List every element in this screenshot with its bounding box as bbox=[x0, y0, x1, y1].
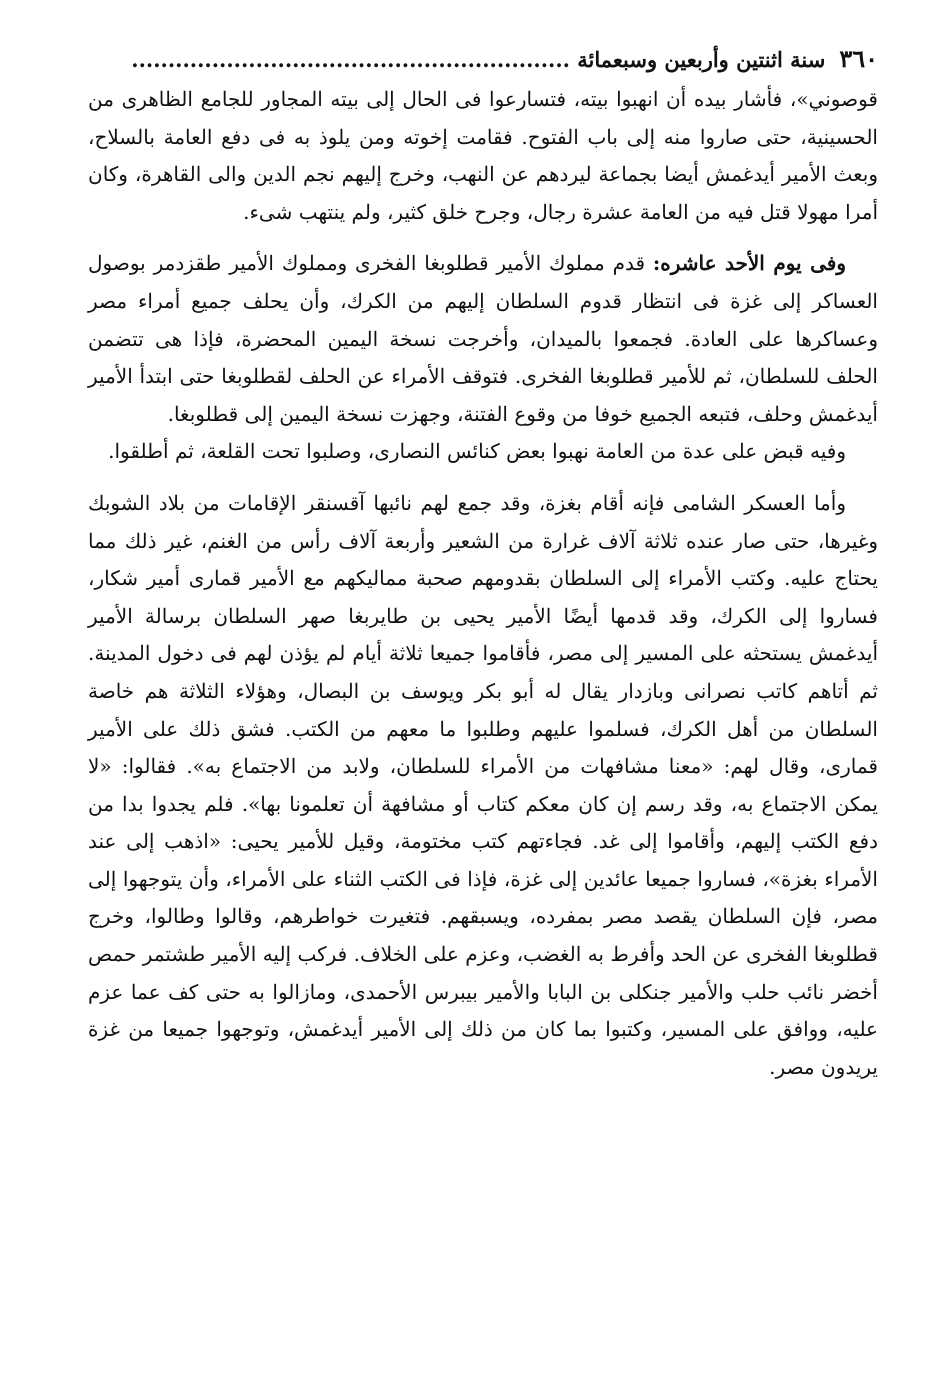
page-header bbox=[88, 42, 878, 81]
running-title: سنة اثنتين وأربعين وسبعمائة ............................................................ bbox=[131, 47, 826, 72]
paragraph-2-lead: وفى يوم الأحد عاشره: bbox=[652, 251, 846, 276]
book-page bbox=[88, 42, 878, 1086]
paragraph-4 bbox=[88, 485, 878, 1087]
paragraph-2 bbox=[88, 245, 878, 433]
paragraph-2-text: قدم مملوك الأمير قطلوبغا الفخرى ومملوك الأمير طقزدمر بوصول العساكر إلى غزة فى انتظار قدوم السلطان إليهم من الكرك، وأن يحلف جميع أمراء مصر وعساكرها على العادة. فجمعوا بالميدان، وأخرجت نسخة اليمين المحضرة، فإذا هى تتضمن الحلف للسلطان، ثم للأمير قطلوبغا الفخرى. فتوقف الأمراء عن الحلف لقطلوبغا حتى ابتدأ الأمير أيدغمش وحلف، فتبعه الجميع خوفا من وقوع الفتنة، وجهزت نسخة اليمين إلى قطلوبغا. bbox=[88, 251, 878, 426]
paragraph-1-text: قوصوني»، فأشار بيده أن انهبوا بيته، فتسارعوا فى الحال إلى بيته المجاور للجامع الظاهرى من الحسينية، حتى صاروا منه إلى باب الفتوح. فقامت إخوته ومن يلوذ به فى دفع العامة بالسلاح، وبعث الأمير أيدغمش أيضا بجماعة ليردهم عن النهب، وخرج إليهم نجم الدين والى القاهرة، وكان أمرا مهولا قتل فيه من العامة عشرة رجال، وجرح خلق كثير، ولم ينتهب شىء. bbox=[88, 87, 878, 224]
paragraph-3-text: وفيه قبض على عدة من العامة نهبوا بعض كنائس النصارى، وصلبوا تحت القلعة، ثم أطلقوا. bbox=[108, 439, 846, 464]
paragraph-3 bbox=[88, 433, 878, 471]
page-number: ٣٦٠ bbox=[839, 44, 878, 73]
paragraph-1 bbox=[88, 81, 878, 231]
paragraph-4-text: وأما العسكر الشامى فإنه أقام بغزة، وقد جمع لهم نائبها آقسنقر الإقامات من بلاد الشوبك وغيرها، حتى صار عنده ثلاثة آلاف غرارة من الشعير وأربعة آلاف رأس من الغنم، غير ذلك مما يحتاج عليه. وكتب الأمراء إلى السلطان بقدومهم صحبة مماليكهم مع الأمير قمارى أمير شكار، فساروا إلى الكرك، وقد قدمها أيضًا الأمير يحيى بن طايربغا صهر السلطان برسالة الأمير أيدغمش يستحثه على المسير إلى مصر، فأقاموا جميعا ثلاثة أيام لم يؤذن لهم فى دخول المدينة. ثم أتاهم كاتب نصرانى وبازدار يقال له أبو بكر ويوسف بن البصال، وهؤلاء الثلاثة هم خاصة السلطان من أهل الكرك، فسلموا عليهم وطلبوا ما معهم من الكتب. فشق ذلك على الأمير قمارى، وقال لهم: «معنا مشافهات من الأمراء للسلطان، ولابد من الاجتماع به». فقالوا: «لا يمكن الاجتماع به، وقد رسم إن كان معكم كتاب أو مشافهة أن تعلمونا بها». فلم يجدوا بدا من دفع الكتب إليهم، وأقاموا إلى غد. فجاءتهم كتب مختومة، وقيل للأمير يحيى: «اذهب إلى عند الأمراء بغزة»، فساروا جميعا عائدين إلى غزة، فإذا فى الكتب الثناء على الأمراء، وأن يتوجهوا إلى مصر، فإن السلطان يقصد مصر بمفرده، ويسبقهم. فتغيرت خواطرهم، وقالوا وطالوا، وخرج قطلوبغا الفخرى عن الحد وأفرط به الغضب، وعزم على الخلاف. فركب إليه الأمير طشتمر حمص أخضر نائب حلب والأمير جنكلى بن البابا والأمير بيبرس الأحمدى، ومازالوا به حتى كف عما عزم عليه، ووافق على المسير، وكتبوا بما كان من ذلك إلى الأمير أيدغمش، وتوجهوا جميعا من غزة يريدون مصر. bbox=[88, 490, 879, 1079]
